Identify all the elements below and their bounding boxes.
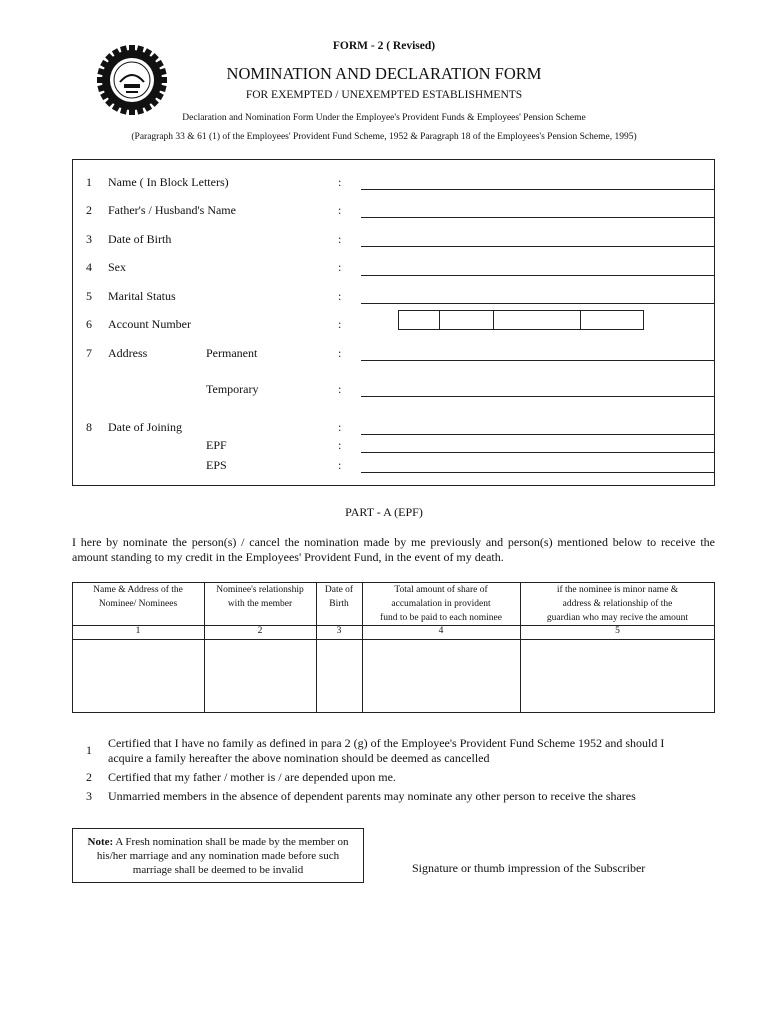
field-colon: : [338, 346, 342, 360]
date-of-birth-input-line[interactable] [361, 246, 715, 247]
nominee-guardian-cell[interactable] [521, 640, 714, 712]
joining-epf-input-line[interactable] [361, 452, 715, 453]
field-number: 3 [86, 232, 92, 246]
field-colon: : [338, 438, 342, 452]
certification-dependent-parents: Certified that my father / mother is / are depended upon me. [108, 770, 396, 784]
marital-status-input-line[interactable] [361, 303, 715, 304]
field-label-name: Name ( In Block Letters) [108, 175, 229, 189]
field-number: 7 [86, 346, 92, 360]
field-colon: : [338, 260, 342, 274]
name-input-line[interactable] [361, 189, 715, 190]
note-text-line-1: A Fresh nomination shall be made by the member on [113, 836, 349, 848]
nominee-share-cell[interactable] [363, 640, 520, 712]
page-title: NOMINATION AND DECLARATION FORM [226, 64, 542, 83]
field-label-address: Address [108, 346, 148, 360]
certification-number: 2 [86, 770, 92, 784]
date-of-joining-input-line[interactable] [361, 434, 715, 435]
joining-eps-input-line[interactable] [361, 472, 715, 473]
table-header-guardian: if the nominee is minor name & address & relationship of the guardian who may recive the amount [546, 585, 689, 623]
field-colon: : [338, 175, 342, 189]
part-a-intro: I here by nominate the person(s) / cancel the nomination made by me previously and person(s) mentioned below to receive the amount standing to my credit in the Employees' Provident Fund, in the event of my death. [72, 535, 715, 564]
field-number: 6 [86, 317, 92, 331]
nominee-name-cell[interactable] [73, 640, 204, 712]
part-a-title: PART - A (EPF) [345, 505, 423, 519]
note-label: Note: [87, 836, 114, 848]
field-colon: : [338, 317, 342, 331]
field-number: 2 [86, 203, 92, 217]
joining-eps-label: EPS [206, 458, 227, 472]
certification-no-family: Certified that I have no family as defined in para 2 (g) of the Employee's Provident Fund Scheme 1952 and should I acquire a family hereafter the above nomination should be deemed as cancelled [108, 736, 665, 765]
page-subtitle: FOR EXEMPTED / UNEXEMPTED ESTABLISHMENTS [245, 89, 523, 101]
field-label-father-husband-name: Father's / Husband's Name [108, 203, 236, 217]
account-number-box-3[interactable] [493, 310, 581, 330]
field-label-marital-status: Marital Status [108, 289, 176, 303]
address-permanent-label: Permanent [206, 346, 258, 360]
table-column-number: 3 [336, 626, 342, 636]
father-husband-name-input-line[interactable] [361, 217, 715, 218]
nominee-dob-cell[interactable] [317, 640, 362, 712]
field-label-account-number: Account Number [108, 317, 191, 331]
table-header-share-amount: Total amount of share of accumalation in provident fund to be paid to each nominee [380, 585, 502, 623]
sex-input-line[interactable] [361, 275, 715, 276]
field-label-date-of-joining: Date of Joining [108, 420, 182, 434]
permanent-address-input-line[interactable] [361, 360, 715, 361]
table-header-date-of-birth: Date of Birth [324, 585, 354, 609]
note-text-line-3: marriage shall be deemed to be invalid [132, 864, 304, 876]
field-number: 4 [86, 260, 92, 274]
temporary-address-input-line[interactable] [361, 396, 715, 397]
field-number: 8 [86, 420, 92, 434]
certification-unmarried-members: Unmarried members in the absence of dependent parents may nominate any other person to receive the shares [108, 789, 636, 803]
declaration-line-2: (Paragraph 33 & 61 (1) of the Employees' Provident Fund Scheme, 1952 & Paragraph 18 of the Employees's Pension Scheme, 1995) [131, 132, 637, 142]
field-colon: : [338, 458, 342, 472]
field-colon: : [338, 232, 342, 246]
table-column-number: 1 [135, 626, 141, 636]
field-colon: : [338, 420, 342, 434]
account-number-box-1[interactable] [398, 310, 440, 330]
field-colon: : [338, 289, 342, 303]
table-header-name-address: Name & Address of the Nominee/ Nominees [93, 585, 183, 609]
field-number: 1 [86, 175, 92, 189]
form-number: FORM - 2 ( Revised) [332, 40, 436, 52]
note-box [72, 828, 364, 883]
certification-number: 3 [86, 789, 92, 803]
joining-epf-label: EPF [206, 438, 227, 452]
declaration-line-1: Declaration and Nomination Form Under the Employee's Provident Funds & Employees' Pension Scheme [182, 113, 586, 123]
address-temporary-label: Temporary [206, 382, 259, 396]
table-column-number: 5 [615, 626, 620, 636]
field-label-sex: Sex [108, 260, 126, 274]
certification-number: 1 [86, 743, 92, 757]
field-colon: : [338, 382, 342, 396]
field-colon: : [338, 203, 342, 217]
table-column-number: 4 [438, 626, 444, 636]
signature-label: Signature or thumb impression of the Subscriber [412, 861, 646, 875]
account-number-box-4[interactable] [580, 310, 644, 330]
field-label-date-of-birth: Date of Birth [108, 232, 172, 246]
note-text-line-2: his/her marriage and any nomination made before such [96, 850, 340, 862]
field-number: 5 [86, 289, 92, 303]
table-column-number: 2 [257, 626, 263, 636]
nominee-relationship-cell[interactable] [205, 640, 316, 712]
table-header-relationship: Nominee's relationship with the member [216, 585, 304, 609]
account-number-box-2[interactable] [439, 310, 494, 330]
